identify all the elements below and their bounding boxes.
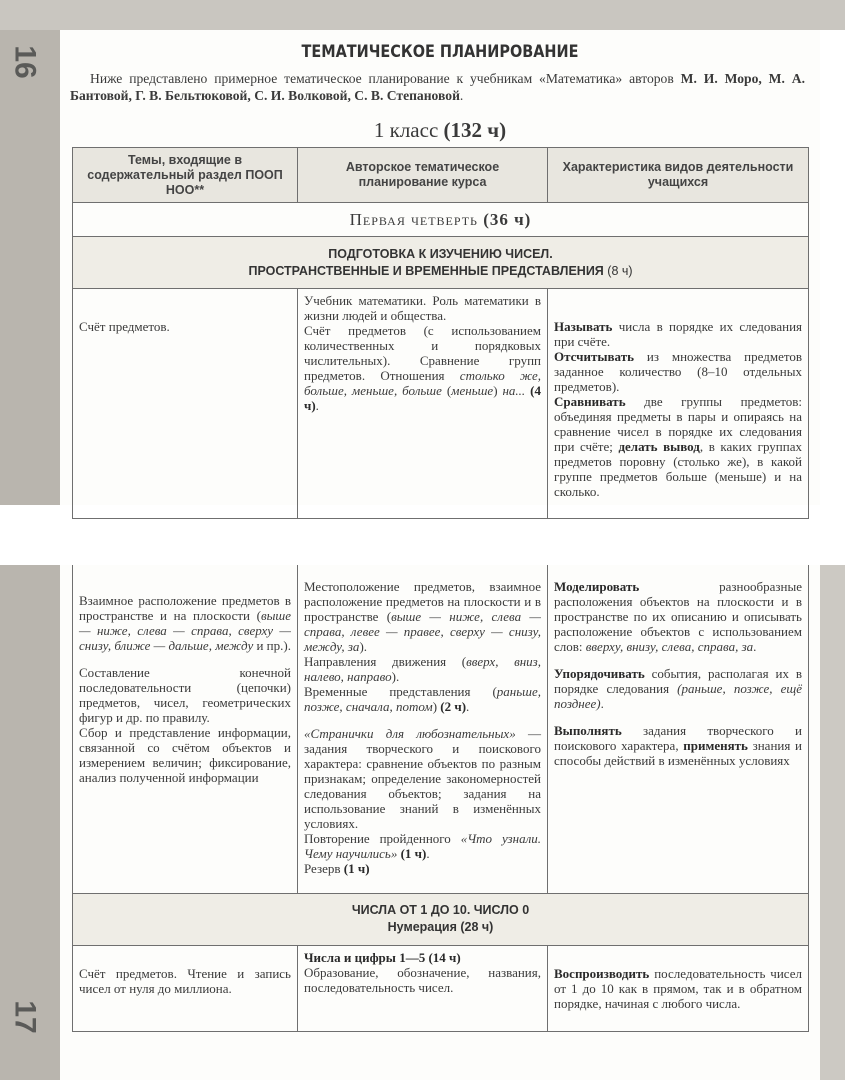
table-header-row [73, 148, 809, 203]
cell-paragraph [554, 394, 802, 499]
cell-paragraph [79, 593, 291, 653]
section-title-line2: Нумерация [387, 920, 457, 934]
bold-text: Называть [554, 319, 613, 334]
cell-planning [298, 289, 548, 519]
text: ) [493, 383, 503, 398]
page-16 [60, 30, 820, 505]
page-number-16: 16 [8, 45, 42, 79]
cell-paragraph [79, 665, 291, 725]
bold-text: Выполнять [554, 723, 622, 738]
italic-text: (раньше, позже, ещё позднее) [554, 681, 802, 711]
planning-table-bottom [72, 565, 809, 1032]
cell-paragraph [79, 966, 291, 996]
cell-activities [548, 945, 809, 1031]
text: . [600, 696, 604, 711]
text: последовательность чисел от 1 до 10 как в прямом, так и в обратном порядке, начиная с любого числа. [554, 965, 802, 1011]
section-row [73, 237, 809, 289]
bold-text: Числа и цифры 1—5 (14 ч) [304, 949, 461, 965]
bold-text: применять [683, 738, 748, 753]
quarter-hours: (36 ч) [483, 210, 532, 229]
text: Учебник математики. Роль математики в жизни людей и общества. [304, 293, 541, 323]
cell-paragraph [554, 579, 802, 654]
text: числа в порядке их следования при счёте. [554, 319, 802, 349]
text: . [315, 398, 319, 413]
table-row [73, 565, 809, 893]
class-hours: (132 ч) [443, 118, 507, 142]
bold-text: Моделировать [554, 579, 640, 594]
text: Счёт предметов (с использованием количественных и порядковых числительных). Сравнение групп предметов. Отношения [304, 323, 541, 383]
italic-text: выше — ниже, слева — справа, левее — правее, сверху — снизу, между, за [304, 609, 541, 654]
table-row [73, 945, 809, 1031]
cell-paragraph [554, 723, 802, 768]
italic-text: столько же, больше, меньше, больше [304, 368, 542, 398]
cell-paragraph [304, 861, 541, 876]
bold-text: (2 ч) [440, 699, 467, 714]
header-planning: Авторское тематическое планирование курса [298, 148, 548, 203]
text: ). [359, 639, 368, 654]
page-17 [60, 565, 820, 1080]
italic-text: вверху, внизу, слева, справа, за [585, 639, 754, 654]
cell-paragraph [304, 950, 541, 965]
text: знания и способы действий в изменённых условиях [554, 738, 802, 768]
text: Резерв [304, 861, 344, 876]
section-hours: (28 ч) [460, 920, 494, 934]
cell-paragraph [554, 349, 802, 394]
italic-text: «Что узнали. Чему научились» [304, 831, 541, 861]
page-edge-right-bottom [820, 565, 845, 1080]
text: Повторение пройденного [304, 831, 461, 846]
text: и пр.). [253, 638, 291, 653]
text: Образование, обозначение, названия, последовательность чисел. [304, 964, 541, 995]
quarter-row [73, 203, 809, 237]
text: разнообразные расположения объектов на плоскости и в пространстве по их описанию и описывать расположение объектов с использованием слов: [554, 579, 802, 654]
text: Временные представления ( [304, 684, 497, 699]
text: Счёт предметов. [79, 319, 170, 334]
text: ). [391, 669, 400, 684]
cell-paragraph [79, 319, 291, 334]
cell-paragraph [304, 965, 541, 995]
class-heading [60, 118, 820, 143]
text: . [753, 639, 757, 654]
header-activities: Характеристика видов деятельности учащихся [548, 148, 809, 203]
bold-text: Упорядочивать [554, 666, 645, 681]
class-label: 1 класс [373, 118, 444, 142]
text: ) [432, 699, 441, 714]
cell-planning [298, 945, 548, 1031]
cell-paragraph [304, 293, 541, 323]
cell-paragraph [554, 666, 802, 711]
text: Счёт предметов. Чтение и запись чисел от нуля до миллиона. [79, 965, 291, 996]
section-title-line1: ЧИСЛА ОТ 1 ДО 10. ЧИСЛО 0 [351, 903, 530, 917]
table-row [73, 289, 809, 519]
bold-text: Отсчитывать [554, 349, 634, 364]
cell-paragraph [304, 726, 541, 831]
cell-paragraph [304, 579, 541, 654]
cell-planning [298, 565, 548, 893]
intro-end: . [459, 88, 464, 103]
text: задания творческого и поискового характера, [554, 723, 802, 753]
intro-authors: М. И. Моро, М. А. Бантовой, Г. В. Бельтюковой, С. И. Волковой, С. В. Степановой [70, 71, 805, 103]
cell-paragraph [304, 323, 541, 413]
cell-topics [73, 945, 298, 1031]
cell-topics [73, 565, 298, 893]
section-title-line2: ПРОСТРАНСТВЕННЫЕ И ВРЕМЕННЫЕ ПРЕДСТАВЛЕНИЯ [248, 263, 604, 278]
text: Составление конечной последовательности (цепочки) предметов, чисел, геометрических фигур и др. по правилу. [79, 665, 291, 725]
text: Взаимное расположение предметов в пространстве и на плоскости ( [79, 593, 291, 623]
bold-text: делать вывод [618, 439, 700, 454]
text: из множества предметов заданное количество (8–10 отдельных предметов). [554, 349, 802, 394]
cell-paragraph [304, 831, 541, 861]
text: две группы предметов: объединяя предметы в пары и опираясь на сравнение чисел в порядке их следования при счёте; [554, 394, 802, 454]
intro-paragraph [70, 70, 805, 104]
italic-text: меньше [451, 383, 494, 398]
cell-topics [73, 289, 298, 519]
page-number-17: 17 [8, 1000, 42, 1034]
bold-text: (4 ч) [304, 383, 541, 413]
text: ( [441, 383, 452, 398]
intro-text: Ниже представлено примерное тематическое планирование к учебникам «Математика» авторов [90, 71, 681, 86]
planning-table-top [72, 147, 809, 519]
cell-paragraph [79, 725, 291, 785]
text: — задания творческого и поискового характера: сравнение объектов по разным признакам; определение закономерностей следования объектов; задания на использование знаний в изменённых условиях. [304, 726, 542, 831]
cell-activities [548, 289, 809, 519]
section-title-line1: ПОДГОТОВКА К ИЗУЧЕНИЮ ЧИСЕЛ. [328, 246, 553, 261]
quarter-label: Первая четверть [349, 210, 484, 229]
italic-text: вверх, вниз, налево, направо [304, 654, 541, 684]
bold-text: Воспроизводить [554, 965, 650, 981]
text: Местоположение предметов, взаимное расположение предметов на плоскости и в пространстве ( [304, 579, 541, 624]
text: . [426, 846, 430, 861]
section-hours: (8 ч) [607, 263, 633, 278]
bold-text: (1 ч) [343, 861, 370, 876]
cell-paragraph [554, 966, 802, 1011]
bold-text: (1 ч) [400, 846, 427, 861]
text: , в каких группах предметов поровну (столько же), в какой группе предметов больше (меньше) и на сколько. [554, 439, 802, 499]
page-title: ТЕМАТИЧЕСКОЕ ПЛАНИРОВАНИЕ [301, 42, 579, 62]
italic-text: раньше, позже, сначала, потом [304, 684, 541, 714]
text: события, располагая их в порядке следования [554, 666, 802, 696]
italic-text: на... [502, 383, 526, 398]
page-edge-left-top [0, 30, 60, 505]
scan-border-top [0, 0, 845, 30]
cell-activities [548, 565, 809, 893]
bold-text: Сравнивать [554, 394, 626, 409]
cell-paragraph [554, 319, 802, 349]
section-row [73, 893, 809, 945]
italic-text: «Странички для любознательных» [304, 726, 516, 741]
text: Сбор и представление информации, связанной со счётом объектов и измерением величин; фиксирование, анализ полученной информации [79, 725, 291, 785]
cell-paragraph [304, 684, 541, 714]
text: . [466, 699, 470, 714]
text: Направления движения ( [304, 654, 467, 669]
italic-text: выше — ниже, слева — справа, сверху — снизу, ближе — дальше, между [79, 608, 291, 653]
cell-paragraph [304, 654, 541, 684]
header-topics: Темы, входящие в содержательный раздел ПООП НОО** [73, 148, 298, 203]
